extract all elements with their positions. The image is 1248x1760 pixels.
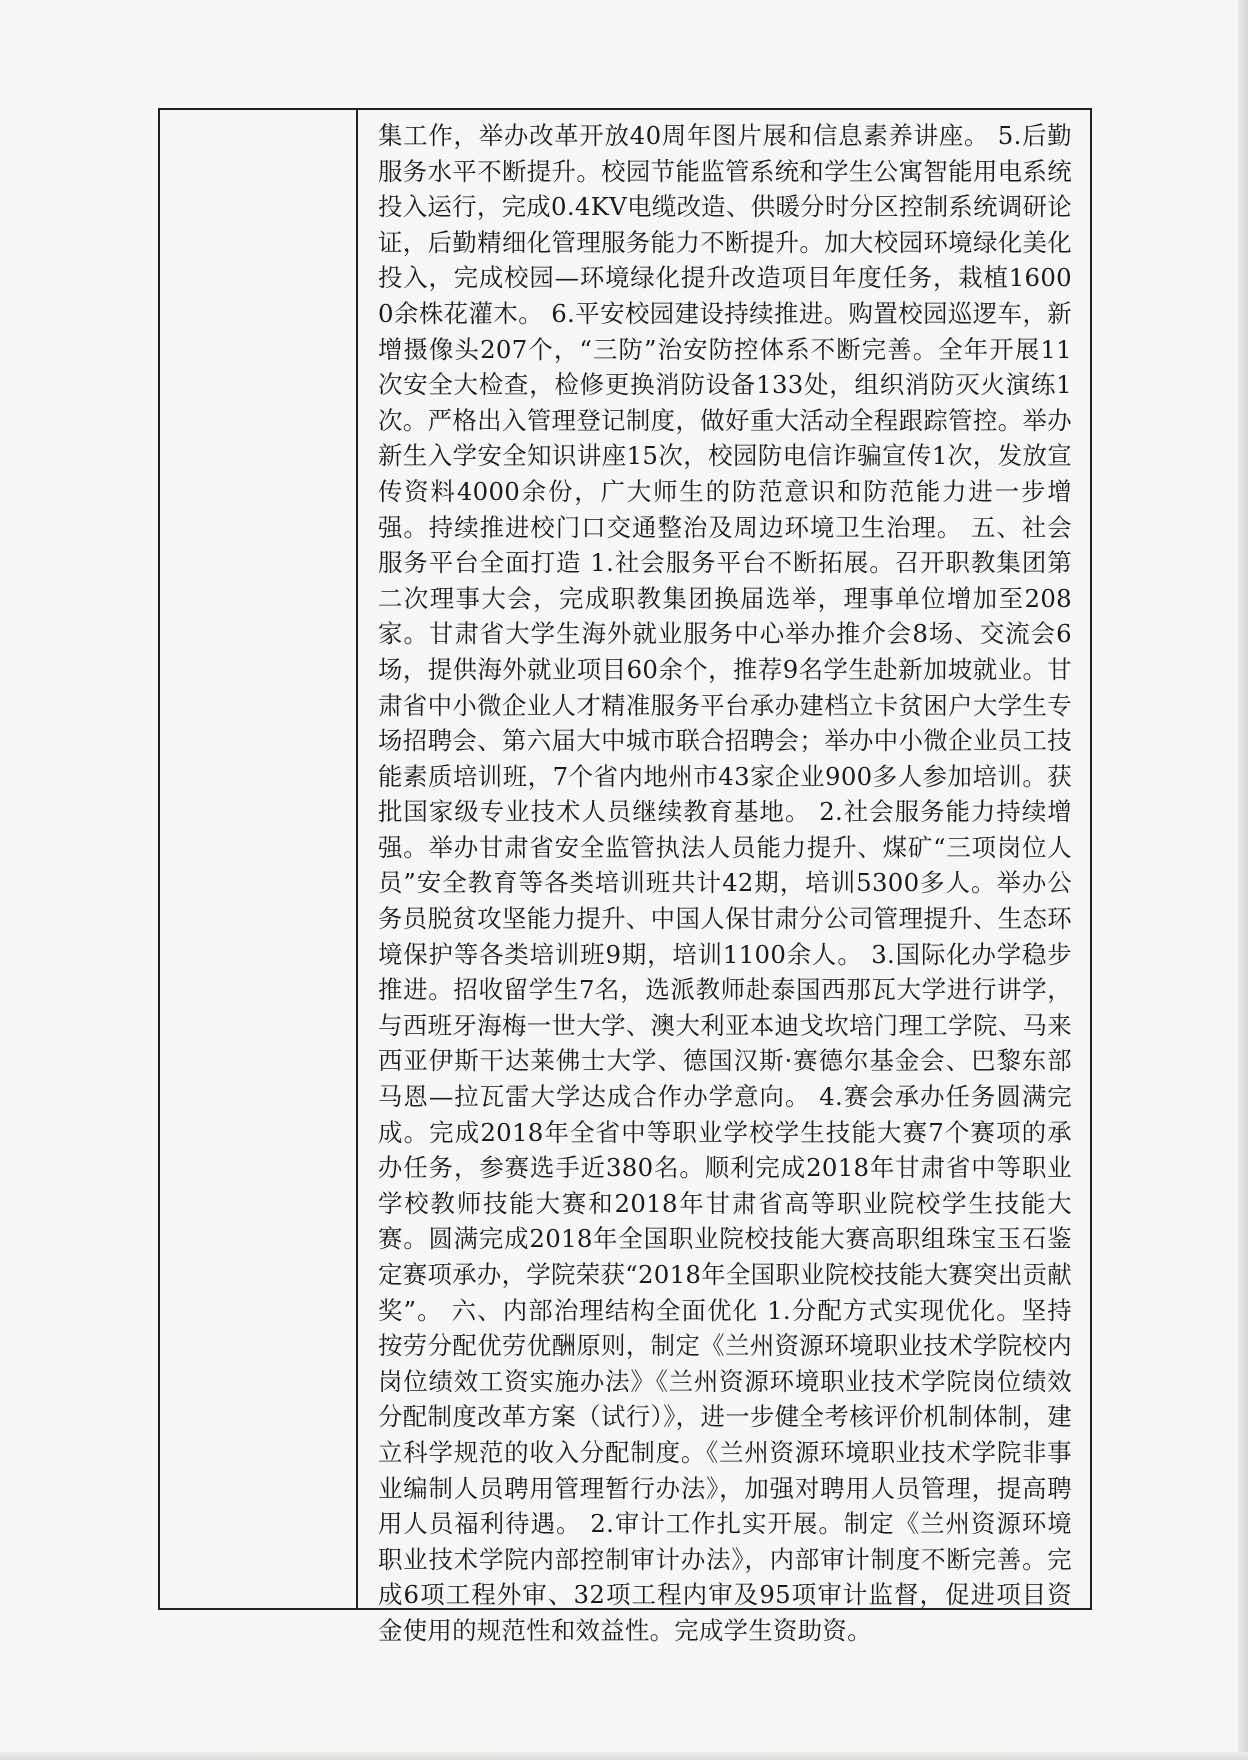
form-table	[158, 108, 1092, 1645]
body-paragraph: 集工作，举办改革开放40周年图片展和信息素养讲座。 5.后勤服务水平不断提升。校园节能监管系统和学生公寓智能用电系统投入运行，完成0.4KV电缆改造、供暖分时分区控制系统调研论证，后勤精细化管理服务能力不断提升。加大校园环境绿化美化投入，完成校园—环境绿化提升改造项目年度任务，栽植16000余株花灌木。 6.平安校园建设持续推进。购置校园巡逻车，新增摄像头207个，“三防”治安防控体系不断完善。全年开展11次安全大检查，检修更换消防设备133处，组织消防灭火演练1次。严格出入管理登记制度，做好重大活动全程跟踪管控。举办新生入学安全知识讲座15次，校园防电信诈骗宣传1次，发放宣传资料4000余份，广大师生的防范意识和防范能力进一步增强。持续推进校门口交通整治及周边环境卫生治理。 五、社会服务平台全面打造 1.社会服务平台不断拓展。召开职教集团第二次理事大会，完成职教集团换届选举，理事单位增加至208家。甘肃省大学生海外就业服务中心举办推介会8场、交流会6场，提供海外就业项目60余个，推荐9名学生赴新加坡就业。甘肃省中小微企业人才精准服务平台承办建档立卡贫困户大学生专场招聘会、第六届大中城市联合招聘会；举办中小微企业员工技能素质培训班，7个省内地州市43家企业900多人参加培训。获批国家级专业技术人员继续教育基地。 2.社会服务能力持续增强。举办甘肃省安全监管执法人员能力提升、煤矿“三项岗位人员”安全教育等各类培训班共计42期，培训5300多人。举办公务员脱贫攻坚能力提升、中国人保甘肃分公司管理提升、生态环境保护等各类培训班9期，培训1100余人。 3.国际化办学稳步推进。招收留学生7名，选派教师赴泰国西那瓦大学进行讲学，与西班牙海梅一世大学、澳大利亚本迪戈坎培门理工学院、马来西亚伊斯干达莱佛士大学、德国汉斯·赛德尔基金会、巴黎东部马恩—拉瓦雷大学达成合作办学意向。 4.赛会承办任务圆满完成。完成2018年全省中等职业学校学生技能大赛7个赛项的承办任务，参赛选手近380名。顺利完成2018年甘肃省中等职业学校教师技能大赛和2018年甘肃省高等职业院校学生技能大赛。圆满完成2018年全国职业院校技能大赛高职组珠宝玉石鉴定赛项承办，学院荣获“2018年全国职业院校技能大赛突出贡献奖”。 六、内部治理结构全面优化 1.分配方式实现优化。坚持按劳分配优劳优酬原则，制定《兰州资源环境职业技术学院校内岗位绩效工资实施办法》《兰州资源环境职业技术学院岗位绩效分配制度改革方案（试行）》，进一步健全考核评价机制体制，建立科学规范的收入分配制度。《兰州资源环境职业技术学院非事业编制人员聘用管理暂行办法》，加强对聘用人员管理，提高聘用人员福利待遇。 2.审计工作扎实开展。制定《兰州资源环境职业技术学院内部控制审计办法》，内部审计制度不断完善。完成6项工程外审、32项工程内审及95项审计监督，促进项目资金使用的规范性和效益性。完成学生资助资。	[378, 121, 1072, 1645]
table-label-cell	[160, 110, 358, 1608]
scan-edge-bottom	[0, 1752, 1248, 1760]
scan-edge-right	[1238, 0, 1248, 1760]
table-content-cell	[358, 110, 1090, 1645]
